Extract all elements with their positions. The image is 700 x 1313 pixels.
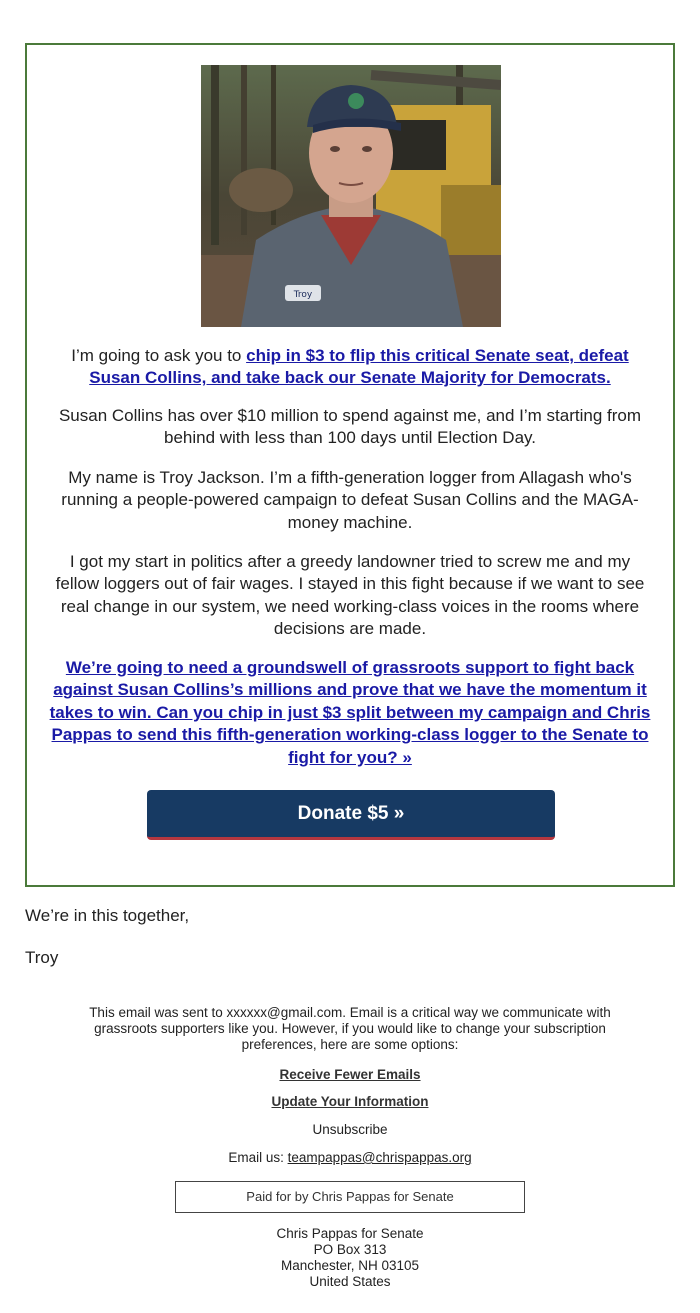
message-card <box>25 43 675 887</box>
appeal-paragraph <box>47 657 653 769</box>
signature-name: Troy <box>25 948 59 967</box>
name-tag-text: Troy <box>293 290 313 300</box>
bio-paragraph: My name is Troy Jackson. I’m a fifth-generation logger from Allagash who's running a people-powered campaign to defeat Susan Collins and the MAGA-money machine. <box>61 468 639 532</box>
address-line-2: PO Box 313 <box>313 1242 387 1257</box>
unsubscribe-link[interactable]: Unsubscribe <box>312 1122 388 1137</box>
address-line-3: Manchester, NH 03105 <box>280 1258 420 1273</box>
footer-notice: This email was sent to xxxxxx@gmail.com. Email is a critical way we communicate with grassroots supporters like you. However, if you would like to change your subscription preferences, here are some options: <box>89 1005 611 1052</box>
address-line-4: United States <box>309 1274 391 1289</box>
contact-email-link[interactable]: teampappas@chrispappas.org <box>287 1150 472 1165</box>
paid-for-disclaimer: Paid for by Chris Pappas for Senate <box>175 1181 525 1213</box>
intro-text: I’m going to ask you to <box>71 346 247 365</box>
update-information-link[interactable]: Update Your Information <box>271 1094 429 1109</box>
candidate-photo <box>201 65 501 327</box>
intro-paragraph <box>47 345 653 390</box>
address-line-1: Chris Pappas for Senate <box>276 1226 424 1241</box>
chip-in-link[interactable]: chip in $3 to flip this critical Senate seat, defeat Susan Collins, and take back our Senate Majority for Democrats. <box>89 346 629 388</box>
funding-paragraph: Susan Collins has over $10 million to spend against me, and I’m starting from behind with less than 100 days until Election Day. <box>58 406 642 448</box>
closing-line: We’re in this together, <box>25 906 190 925</box>
email-us-line <box>0 1150 700 1166</box>
donate-button[interactable]: Donate $5 » <box>147 790 555 840</box>
origin-paragraph: I got my start in politics after a greedy landowner tried to screw me and my fellow loggers out of fair wages. I stayed in this fight because if we want to see real change in our system, we need working-class voices in the rooms where decisions are made. <box>55 552 645 639</box>
appeal-link[interactable]: We’re going to need a groundswell of grassroots support to fight back against Susan Collins’s millions and prove that we have the momentum it takes to win. Can you chip in just $3 split between my campaign and Chris Pappas to send this fifth-generation working-class logger to the Senate to fight for you? » <box>49 658 651 767</box>
receive-fewer-emails-link[interactable]: Receive Fewer Emails <box>279 1067 421 1082</box>
email-us-label: Email us: <box>228 1150 288 1165</box>
